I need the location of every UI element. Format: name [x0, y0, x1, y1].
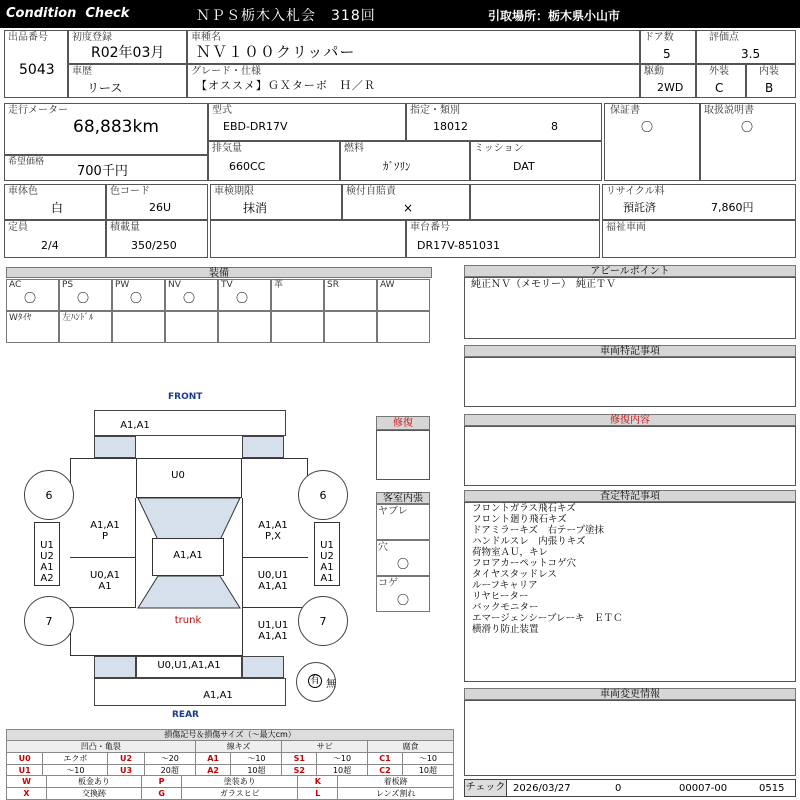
- legend-mark-code: G: [142, 788, 182, 800]
- legend-desc: ～10: [402, 753, 453, 765]
- equipment-mark: 〇: [183, 291, 196, 305]
- legend-group: 凹凸・亀裂: [7, 741, 196, 753]
- interior-label: ヤブレ: [378, 506, 408, 517]
- equipment-cell: [59, 311, 112, 343]
- fuel-box: [340, 141, 470, 181]
- legend-code: U3: [108, 765, 144, 777]
- equipment-mark: 〇: [24, 291, 37, 305]
- legend-mark-grid: [6, 775, 454, 800]
- mileage-box: [4, 103, 208, 155]
- doors-box: [640, 30, 696, 64]
- equipment-cell: [165, 311, 218, 343]
- history-value: リース: [87, 81, 123, 95]
- fuel-value: ｶﾞｿﾘﾝ: [383, 160, 411, 173]
- repair-content-header: 修復内容: [464, 414, 796, 426]
- equipment-header-label: SR: [327, 280, 339, 290]
- equipment-header-label: PW: [115, 280, 130, 290]
- load-box: [106, 220, 208, 258]
- notes-header: 査定特記事項: [464, 490, 796, 502]
- special-box: [464, 357, 796, 407]
- inspection-value: 抹消: [243, 201, 268, 215]
- equipment-mark: 〇: [236, 291, 249, 305]
- interior-cell: [376, 540, 430, 576]
- legend-group: 線キズ: [195, 741, 282, 753]
- insurance-box: [342, 184, 470, 220]
- insurance-value: ×: [403, 201, 414, 215]
- price-label: 希望価格: [8, 157, 45, 167]
- designation-box: [406, 103, 602, 141]
- legend-mark-code: X: [7, 788, 47, 800]
- note-line: エマージェンシーブレーキ ＥＴＣ: [472, 613, 623, 624]
- equipment-header-label: AW: [380, 280, 395, 290]
- legend-code: C2: [368, 765, 403, 777]
- fuel-label: 燃料: [344, 143, 364, 154]
- ext-value: C: [715, 81, 724, 95]
- right-front-door-mark: A1,A1 P,X: [258, 520, 288, 542]
- welfare-label: 福祉車両: [606, 222, 646, 233]
- check-code1: 00007-00: [679, 783, 728, 794]
- equipment-header-label: AC: [9, 280, 22, 290]
- price-value: 700千円: [77, 164, 128, 179]
- lot-label: 出品番号: [8, 32, 48, 43]
- grade-box: [187, 64, 640, 98]
- special-header: 車両特記事項: [464, 345, 796, 357]
- pickup-location: 引取場所：栃木県小山市: [488, 9, 621, 23]
- warranty-value: 〇: [641, 120, 654, 134]
- chassis-box: [406, 220, 600, 258]
- equipment-cell: [6, 279, 59, 311]
- insurance-label: 検付自賠責: [346, 186, 396, 197]
- appeal-header: アピールポイント: [464, 265, 796, 277]
- repair-content-box: [464, 426, 796, 486]
- legend-desc: エクボ: [43, 753, 108, 765]
- legend-desc: 10超: [402, 765, 453, 777]
- legend-code: S2: [282, 765, 317, 777]
- warranty-label: 保証書: [610, 105, 640, 116]
- auction-name: ＮＰＳ栃木入札会 318回: [196, 8, 376, 24]
- model-label: 型式: [212, 105, 232, 116]
- recycle-box: [602, 184, 796, 220]
- equipment-cell: [377, 279, 430, 311]
- check-code2: 0515: [759, 783, 785, 794]
- legend-mark-code: L: [298, 788, 338, 800]
- rear-bumper-mark: A1,A1: [203, 690, 233, 701]
- mission-box: [470, 141, 602, 181]
- int-label: 内装: [759, 66, 779, 77]
- ext-box: [696, 64, 746, 98]
- equipment-cell: [377, 311, 430, 343]
- legend-desc: ～20: [144, 753, 195, 765]
- legend-desc: ～10: [231, 753, 282, 765]
- equipment-cell: [6, 311, 59, 343]
- appeal-box: [464, 277, 796, 339]
- rear-right-light: [242, 656, 284, 678]
- legend-code: C1: [368, 753, 403, 765]
- appeal-text: 純正ＮＶ（メモリー） 純正ＴＶ: [471, 279, 616, 290]
- drive-box: [640, 64, 696, 98]
- chassis-label: 車台番号: [410, 222, 450, 233]
- equipment-cell: [218, 311, 271, 343]
- equipment-header-label: TV: [221, 280, 233, 290]
- note-line: ドアミラーキズ 右テープ塗抹: [472, 525, 605, 536]
- legend-mark-desc: ガラスヒビ: [182, 788, 298, 800]
- equipment-extra-label: 左ﾊﾝﾄﾞﾙ: [62, 313, 94, 323]
- equipment-header-label: NV: [168, 280, 181, 290]
- interior-cell: [376, 576, 430, 612]
- load-value: 350/250: [131, 239, 177, 252]
- legend-mark-code: P: [142, 776, 182, 788]
- equipment-cell: [59, 279, 112, 311]
- front-bumper-mark: A1,A1: [120, 420, 150, 431]
- legend-mark-desc: 板金あり: [47, 776, 142, 788]
- legend-mark-desc: 着板跡: [338, 776, 454, 788]
- legend-desc: ～10: [43, 765, 108, 777]
- repair-header: 修復: [376, 416, 430, 430]
- lot-number: 5043: [19, 62, 55, 78]
- header-bar: [0, 0, 800, 28]
- disp-box: [208, 141, 340, 181]
- interior-cell: [376, 504, 430, 540]
- legend-desc: 20超: [144, 765, 195, 777]
- left-side-mark: U1 U2 A1 A2: [40, 540, 54, 584]
- equipment-header-label: 革: [274, 280, 284, 290]
- change-box: [464, 700, 796, 776]
- doors-value: 5: [663, 47, 671, 61]
- mission-label: ミッション: [474, 143, 524, 154]
- recycle-status: 預託済: [623, 201, 656, 214]
- insurance-extra-box: [470, 184, 600, 220]
- legend-group: 腐食: [368, 741, 454, 753]
- legend-code: U2: [108, 753, 144, 765]
- color-label: 車体色: [8, 186, 38, 197]
- welfare-box: [602, 220, 796, 258]
- score-label: 評価点: [709, 32, 739, 43]
- equipment-extra-label: Wﾀｲﾔ: [9, 313, 32, 323]
- equipment-cell: [271, 279, 324, 311]
- equipment-cell: [112, 311, 165, 343]
- legend-group: サビ: [282, 741, 368, 753]
- equipment-cell: [112, 279, 165, 311]
- color-code-value: 26U: [149, 201, 172, 214]
- name-box: [187, 30, 640, 64]
- note-line: タイヤスタッドレス: [472, 569, 557, 580]
- legend-mark-desc: レンズ割れ: [338, 788, 454, 800]
- mileage-label: 走行メーター: [8, 105, 68, 116]
- doors-label: ドア数: [644, 32, 674, 43]
- note-line: リヤヒーター: [472, 591, 529, 602]
- history-label: 車歴: [72, 66, 92, 77]
- disp-value: 660CC: [229, 160, 266, 173]
- note-line: バックモニター: [472, 602, 539, 613]
- vehicle-name: ＮＶ１００クリッパー: [196, 43, 356, 61]
- interior-mark: 〇: [397, 593, 410, 607]
- drive-label: 駆動: [644, 66, 664, 77]
- right-rear-door-mark: U0,U1 A1,A1: [257, 570, 289, 592]
- check-date: 2026/03/27: [513, 783, 571, 794]
- recycle-label: リサイクル料: [606, 186, 665, 197]
- right-rear-wheel: 7: [298, 596, 348, 646]
- legend-desc: ～10: [317, 753, 368, 765]
- inspection-label: 車検期限: [214, 186, 254, 197]
- name-label: 車種名: [191, 32, 221, 43]
- equipment-mark: 〇: [130, 291, 143, 305]
- lot-box: [4, 30, 68, 98]
- model-box: [208, 103, 406, 141]
- legend-code: S1: [282, 753, 317, 765]
- parts-yes-mark: 有: [310, 675, 320, 686]
- interior-label: コゲ: [378, 578, 398, 589]
- legend-code: A1: [195, 753, 231, 765]
- interior-mark: 〇: [397, 557, 410, 571]
- interior-header: 客室内張: [376, 492, 430, 504]
- change-header: 車両変更情報: [464, 688, 796, 700]
- history-box: [68, 64, 187, 98]
- legend-code: U1: [7, 765, 43, 777]
- capacity-value: 2/4: [41, 239, 59, 252]
- ext-label: 外装: [709, 66, 729, 77]
- color-box: [4, 184, 106, 220]
- mission-value: DAT: [513, 160, 535, 173]
- legend-desc: 10超: [317, 765, 368, 777]
- manual-value: 〇: [741, 120, 754, 134]
- color-code-label: 色コード: [110, 186, 150, 197]
- equipment-cell: [271, 311, 324, 343]
- grade-label: グレード・仕様: [191, 66, 261, 77]
- legend-grid: [6, 740, 454, 777]
- disp-label: 排気量: [212, 143, 242, 154]
- trunk-label: trunk: [174, 615, 202, 626]
- warranty-box: [604, 103, 700, 181]
- legend-title: 損傷記号＆損傷サイズ（～最大cm）: [6, 729, 454, 741]
- drive-value: 2WD: [657, 81, 684, 94]
- grade-value: 【オススメ】ＧＸターボ Ｈ／Ｒ: [196, 79, 376, 92]
- title-left: Condition Check: [6, 6, 130, 21]
- hood-mark: U0: [171, 470, 185, 481]
- rear-label: REAR: [172, 710, 199, 720]
- equipment-cell: [324, 279, 377, 311]
- note-line: ルーフキャリア: [472, 580, 538, 591]
- back-door-mark: U0,U1,A1,A1: [157, 660, 221, 671]
- parts-no-mark: 無: [326, 679, 336, 690]
- note-line: フロント廻り飛石キズ: [472, 514, 567, 525]
- note-line: フロアカーペットコゲ穴: [472, 558, 577, 569]
- legend-mark-desc: 交換跡: [47, 788, 142, 800]
- designation-label: 指定・類別: [410, 105, 460, 116]
- price-box: [4, 155, 208, 181]
- left-front-wheel: 6: [24, 470, 74, 520]
- repair-box: [376, 430, 430, 480]
- footer-bar: [464, 779, 796, 797]
- equipment-cell: [165, 279, 218, 311]
- left-rear-wheel: 7: [24, 596, 74, 646]
- chassis-value: DR17V-851031: [417, 239, 500, 252]
- first-reg-value: R02年03月: [91, 45, 165, 61]
- load-label: 積載量: [110, 222, 140, 233]
- chassis-left-box: [210, 220, 406, 258]
- legend-desc: 10超: [231, 765, 282, 777]
- score-box: [696, 30, 796, 64]
- legend-mark-code: K: [298, 776, 338, 788]
- manual-label: 取扱説明書: [704, 105, 754, 116]
- check-count: 0: [615, 783, 622, 794]
- manual-box: [700, 103, 796, 181]
- mileage-value: 68,883km: [73, 117, 159, 137]
- inspection-box: [210, 184, 342, 220]
- front-right-light: [242, 436, 284, 458]
- note-line: 横滑り防止装置: [472, 624, 539, 635]
- rear-left-light: [94, 656, 136, 678]
- capacity-box: [4, 220, 106, 258]
- legend-code: A2: [195, 765, 231, 777]
- legend-mark-code: W: [7, 776, 47, 788]
- note-line: フロントガラス飛石キズ: [472, 503, 576, 514]
- score-value: 3.5: [741, 47, 761, 61]
- right-quarter-mark: U1,U1 A1,A1: [257, 620, 289, 642]
- capacity-label: 定員: [8, 222, 28, 233]
- legend-mark-desc: 塗装あり: [182, 776, 298, 788]
- equipment-cell: [218, 279, 271, 311]
- int-box: [746, 64, 796, 98]
- roof-mark: A1,A1: [173, 550, 203, 561]
- int-value: B: [765, 81, 774, 95]
- color-value: 白: [51, 201, 64, 215]
- note-line: 荷物室ＡＵ，キレ: [472, 547, 548, 558]
- legend-code: U0: [7, 753, 43, 765]
- designation-value: 18012: [433, 120, 468, 133]
- first-reg-label: 初度登録: [72, 32, 112, 43]
- right-side-mark: U1 U2 A1 A1: [320, 540, 334, 584]
- class-number: 8: [551, 120, 558, 133]
- interior-label: 穴: [378, 542, 388, 553]
- recycle-amount: 7,860円: [711, 201, 754, 214]
- color-code-box: [106, 184, 208, 220]
- left-rear-door-mark: U0,A1 A1: [89, 570, 121, 592]
- left-front-door-mark: A1,A1 P: [90, 520, 120, 542]
- equipment-header-label: PS: [62, 280, 74, 290]
- check-label: チェック: [465, 780, 507, 796]
- right-front-wheel: 6: [298, 470, 348, 520]
- equipment-header: 装備: [6, 267, 432, 278]
- first-reg-box: [68, 30, 187, 64]
- equipment-cell: [324, 311, 377, 343]
- note-line: ハンドルスレ 内張りキズ: [472, 536, 586, 547]
- front-label: FRONT: [168, 392, 203, 402]
- model-value: EBD-DR17V: [223, 120, 288, 133]
- equipment-mark: 〇: [77, 291, 90, 305]
- front-left-light: [94, 436, 136, 458]
